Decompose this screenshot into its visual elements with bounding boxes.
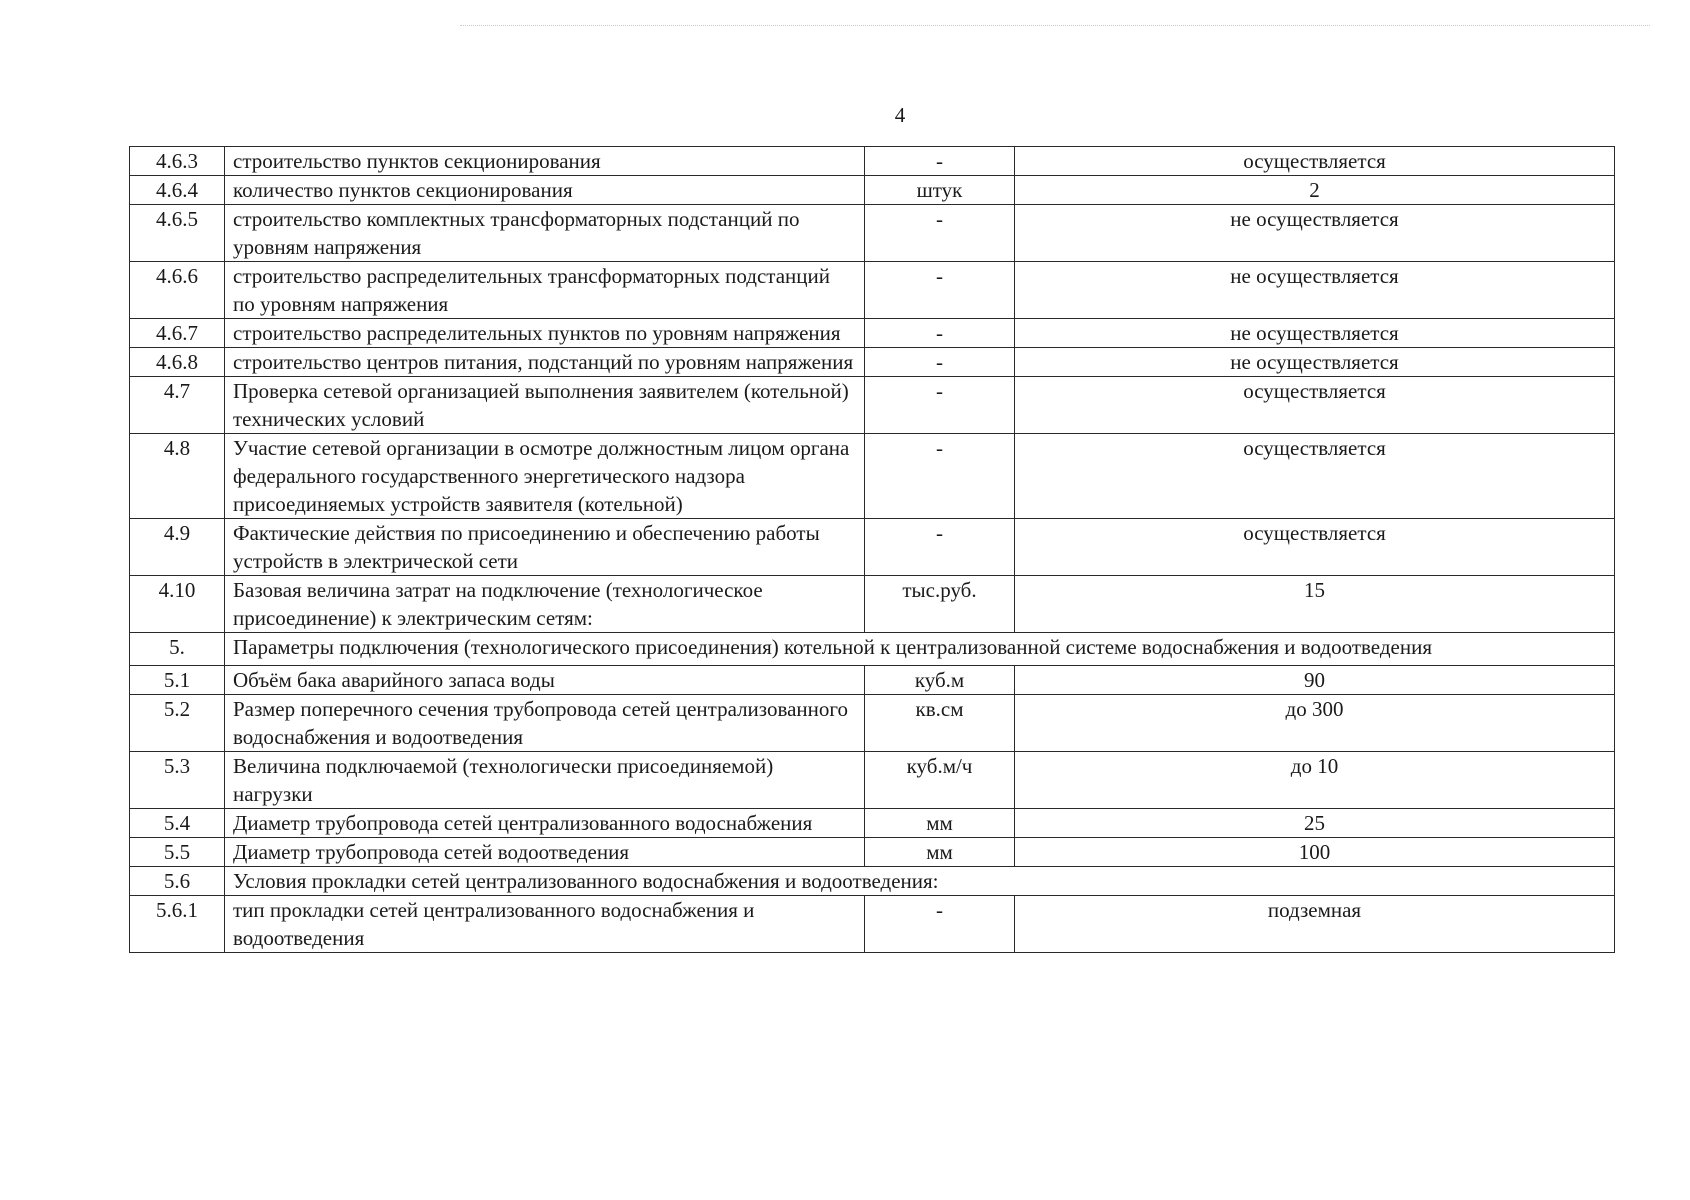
row-number: 4.6.6 bbox=[130, 262, 225, 319]
table-row bbox=[130, 348, 1615, 377]
table-row bbox=[130, 896, 1615, 953]
row-description: Участие сетевой организации в осмотре должностным лицом органа федерального государственного энергетического надзора присоединяемых устройств заявителя (котельной) bbox=[225, 434, 865, 519]
row-description: Диаметр трубопровода сетей централизованного водоснабжения bbox=[225, 809, 865, 838]
row-value: подземная bbox=[1015, 896, 1615, 953]
row-value: 90 bbox=[1015, 666, 1615, 695]
table-row bbox=[130, 519, 1615, 576]
row-description: строительство пунктов секционирования bbox=[225, 147, 865, 176]
row-number: 5.6 bbox=[130, 867, 225, 896]
row-number: 4.9 bbox=[130, 519, 225, 576]
row-value: осуществляется bbox=[1015, 147, 1615, 176]
row-unit: мм bbox=[865, 809, 1015, 838]
row-unit: куб.м bbox=[865, 666, 1015, 695]
row-description: строительство центров питания, подстанций по уровням напряжения bbox=[225, 348, 865, 377]
table-row bbox=[130, 319, 1615, 348]
row-unit: - bbox=[865, 147, 1015, 176]
row-description: Проверка сетевой организацией выполнения заявителем (котельной) технических условий bbox=[225, 377, 865, 434]
row-unit: - bbox=[865, 348, 1015, 377]
table-row bbox=[130, 809, 1615, 838]
row-number: 5.5 bbox=[130, 838, 225, 867]
row-description: Диаметр трубопровода сетей водоотведения bbox=[225, 838, 865, 867]
row-number: 5.3 bbox=[130, 752, 225, 809]
row-value: 25 bbox=[1015, 809, 1615, 838]
row-description: строительство распределительных трансформаторных подстанций по уровням напряжения bbox=[225, 262, 865, 319]
row-number: 4.10 bbox=[130, 576, 225, 633]
row-number: 5.4 bbox=[130, 809, 225, 838]
row-number: 4.7 bbox=[130, 377, 225, 434]
row-unit: - bbox=[865, 896, 1015, 953]
table-row bbox=[130, 147, 1615, 176]
row-value: не осуществляется bbox=[1015, 319, 1615, 348]
table-row bbox=[130, 262, 1615, 319]
table-row bbox=[130, 576, 1615, 633]
scan-artifact-line bbox=[460, 25, 1650, 26]
table-row bbox=[130, 838, 1615, 867]
table-row bbox=[130, 176, 1615, 205]
row-description: Величина подключаемой (технологически присоединяемой) нагрузки bbox=[225, 752, 865, 809]
row-description: Фактические действия по присоединению и обеспечению работы устройств в электрической сети bbox=[225, 519, 865, 576]
row-description: Объём бака аварийного запаса воды bbox=[225, 666, 865, 695]
row-number: 5. bbox=[130, 633, 225, 666]
row-unit: - bbox=[865, 319, 1015, 348]
table-row bbox=[130, 752, 1615, 809]
row-unit: - bbox=[865, 519, 1015, 576]
specifications-table bbox=[129, 146, 1615, 953]
section-header-row bbox=[130, 867, 1615, 896]
table-row bbox=[130, 695, 1615, 752]
row-value: 15 bbox=[1015, 576, 1615, 633]
row-unit: - bbox=[865, 262, 1015, 319]
row-number: 5.2 bbox=[130, 695, 225, 752]
row-description: Размер поперечного сечения трубопровода сетей централизованного водоснабжения и водоотведения bbox=[225, 695, 865, 752]
row-unit: кв.см bbox=[865, 695, 1015, 752]
row-unit: тыс.руб. bbox=[865, 576, 1015, 633]
row-description: строительство распределительных пунктов по уровням напряжения bbox=[225, 319, 865, 348]
row-description: строительство комплектных трансформаторных подстанций по уровням напряжения bbox=[225, 205, 865, 262]
row-description: Базовая величина затрат на подключение (технологическое присоединение) к электрическим сетям: bbox=[225, 576, 865, 633]
row-number: 4.6.5 bbox=[130, 205, 225, 262]
row-value: до 10 bbox=[1015, 752, 1615, 809]
row-number: 5.6.1 bbox=[130, 896, 225, 953]
row-value: до 300 bbox=[1015, 695, 1615, 752]
row-value: не осуществляется bbox=[1015, 348, 1615, 377]
row-unit: куб.м/ч bbox=[865, 752, 1015, 809]
row-description: количество пунктов секционирования bbox=[225, 176, 865, 205]
table-row bbox=[130, 377, 1615, 434]
section-header-row bbox=[130, 633, 1615, 666]
row-value: не осуществляется bbox=[1015, 262, 1615, 319]
row-number: 4.6.4 bbox=[130, 176, 225, 205]
row-number: 4.6.3 bbox=[130, 147, 225, 176]
row-number: 4.8 bbox=[130, 434, 225, 519]
row-value: 2 bbox=[1015, 176, 1615, 205]
table-row bbox=[130, 205, 1615, 262]
row-value: не осуществляется bbox=[1015, 205, 1615, 262]
row-value: 100 bbox=[1015, 838, 1615, 867]
section-title: Условия прокладки сетей централизованного водоснабжения и водоотведения: bbox=[225, 867, 1615, 896]
row-number: 4.6.7 bbox=[130, 319, 225, 348]
row-number: 4.6.8 bbox=[130, 348, 225, 377]
row-value: осуществляется bbox=[1015, 377, 1615, 434]
row-value: осуществляется bbox=[1015, 434, 1615, 519]
row-description: тип прокладки сетей централизованного водоснабжения и водоотведения bbox=[225, 896, 865, 953]
row-number: 5.1 bbox=[130, 666, 225, 695]
row-unit: - bbox=[865, 205, 1015, 262]
row-unit: - bbox=[865, 377, 1015, 434]
row-unit: - bbox=[865, 434, 1015, 519]
table-row bbox=[130, 666, 1615, 695]
table-row bbox=[130, 434, 1615, 519]
row-unit: мм bbox=[865, 838, 1015, 867]
row-value: осуществляется bbox=[1015, 519, 1615, 576]
section-title: Параметры подключения (технологического присоединения) котельной к централизованной системе водоснабжения и водоотведения bbox=[225, 633, 1615, 666]
page-number: 4 bbox=[894, 103, 906, 127]
row-unit: штук bbox=[865, 176, 1015, 205]
